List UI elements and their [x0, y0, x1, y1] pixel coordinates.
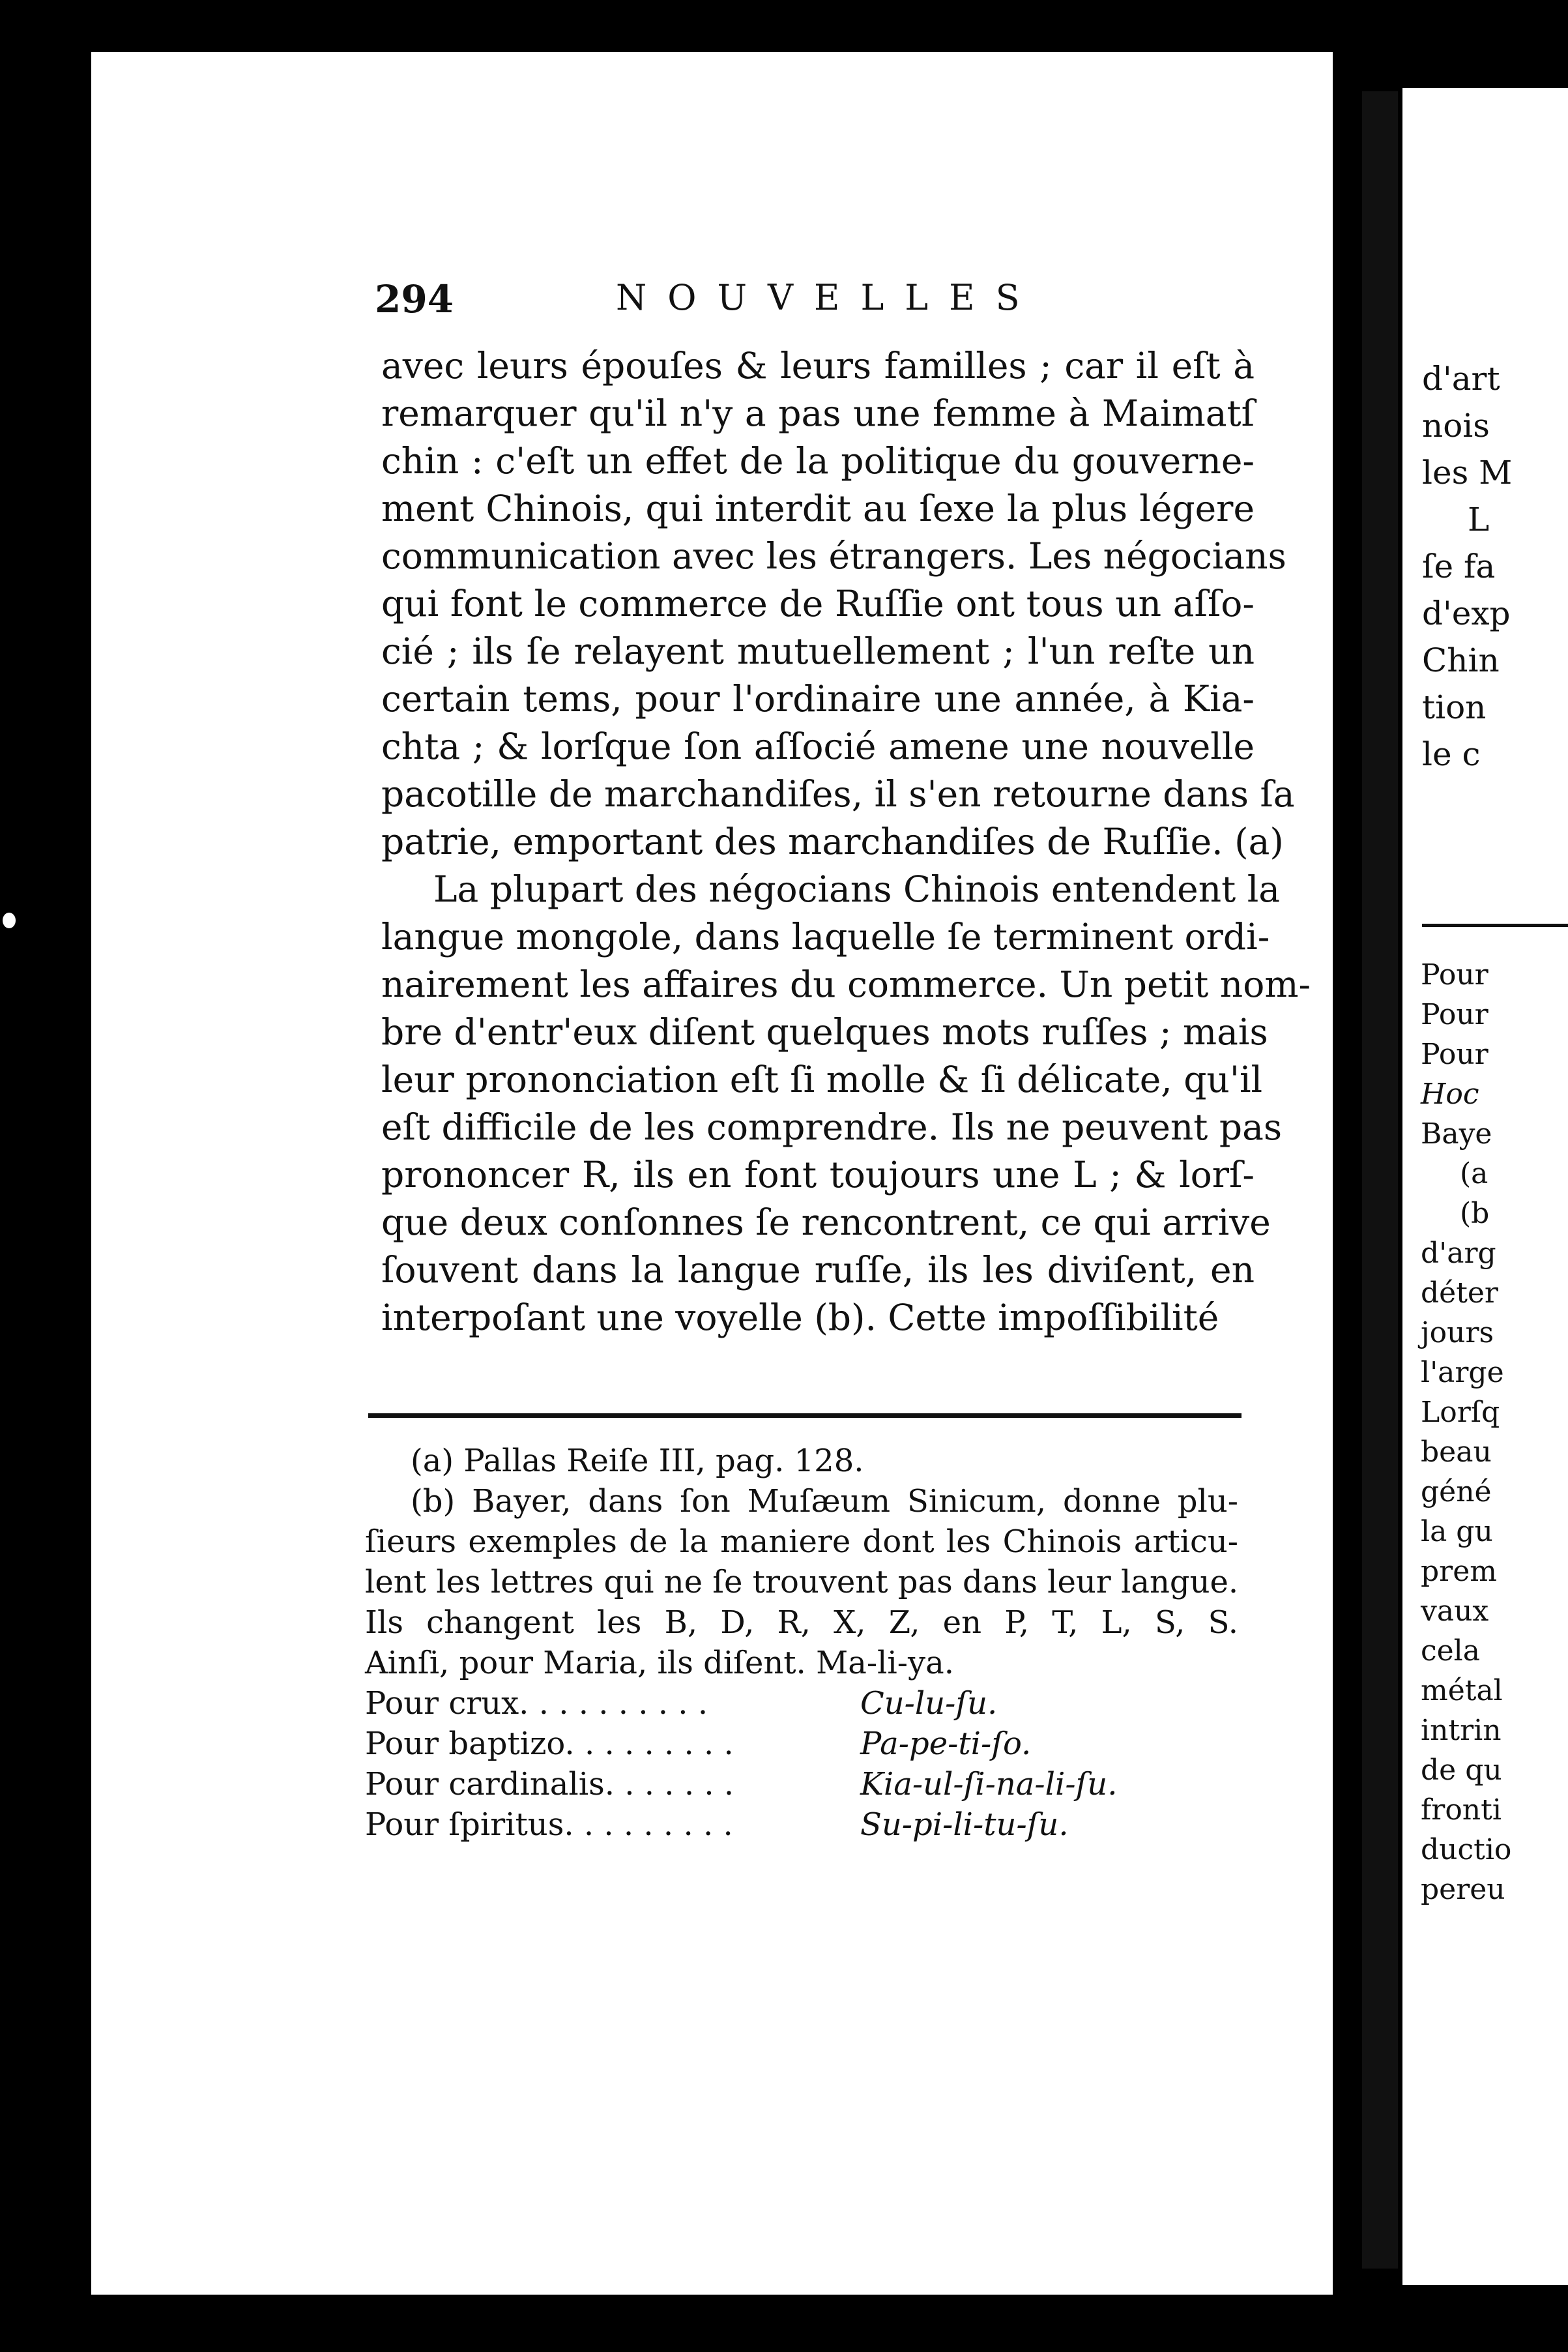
body-line: communication avec les étrangers. Les négocians [381, 535, 1286, 577]
facing-footnote-line: Baye [1421, 1117, 1492, 1151]
facing-footnote-line: (a [1460, 1157, 1488, 1190]
example-row [365, 1683, 1238, 1724]
example-latin: Pour crux. . . . . . . . . . [365, 1685, 708, 1722]
facing-line: d'art [1422, 360, 1500, 398]
body-line: eſt difficile de les comprendre. Ils ne peuvent pas [381, 1106, 1283, 1148]
example-row [365, 1764, 1238, 1804]
example-row [365, 1804, 1238, 1845]
example-chinese: Kia-ul-ſi-na-li-ſu. [860, 1766, 1118, 1802]
facing-line: ſe fa [1422, 548, 1496, 585]
facing-footnote-line: déter [1421, 1276, 1498, 1310]
example-chinese: Pa-pe-ti-ſo. [860, 1726, 1032, 1762]
facing-line: L [1468, 501, 1490, 538]
facing-footnote-line: la gu [1421, 1515, 1493, 1548]
facing-footnote-line: prem [1421, 1555, 1497, 1588]
facing-footnote-line: métal [1421, 1674, 1503, 1707]
facing-footnote-line: ductio [1421, 1833, 1512, 1866]
example-latin: Pour ſpiritus. . . . . . . . . [365, 1806, 733, 1843]
facing-line: nois [1422, 407, 1490, 445]
book-gutter [1362, 91, 1398, 2269]
facing-footnote-line: géné [1421, 1475, 1492, 1508]
footnote-line: (a) Pallas Reiſe III, pag. 128. [411, 1443, 864, 1479]
footnote-line: (b) Bayer, dans ſon Muſæum Sinicum, donne plu- [411, 1483, 1238, 1520]
facing-line: tion [1422, 688, 1487, 726]
body-line: patrie, emportant des marchandiſes de Ruſſie. (a) [381, 821, 1284, 862]
body-line: langue mongole, dans laquelle ſe terminent ordi- [381, 916, 1270, 958]
footnote-rule [368, 1413, 1241, 1418]
body-line: pacotille de marchandiſes, il s'en retourne dans ſa [381, 773, 1295, 815]
example-latin: Pour cardinalis. . . . . . . [365, 1766, 734, 1802]
example-latin: Pour baptizo. . . . . . . . . [365, 1726, 734, 1762]
body-line: chin : c'eſt un effet de la politique du gouverne- [381, 440, 1255, 482]
example-row [365, 1724, 1238, 1764]
body-line: que deux conſonnes ſe rencontrent, ce qui arrive [381, 1201, 1271, 1243]
body-line: qui font le commerce de Ruſſie ont tous un aſſo- [381, 583, 1255, 625]
footnote-line: lent les lettres qui ne ſe trouvent pas dans leur langue. [365, 1564, 1239, 1600]
body-line: La plupart des négocians Chinois entendent la [433, 868, 1281, 910]
running-title: NOUVELLES [616, 277, 1041, 318]
body-line: nairement les affaires du commerce. Un petit nom- [381, 963, 1311, 1005]
facing-footnote-line: d'arg [1421, 1237, 1496, 1270]
body-text [381, 342, 1311, 1342]
facing-line: Chin [1422, 641, 1500, 679]
facing-footnote-line: fronti [1421, 1793, 1502, 1827]
facing-footnote-line: Pour [1421, 998, 1488, 1031]
facing-footnote-line: cela [1421, 1634, 1480, 1668]
scan-speck [3, 913, 16, 928]
facing-line: d'exp [1422, 595, 1511, 632]
facing-footnote-line: Pour [1421, 958, 1488, 992]
facing-footnote-line: Pour [1421, 1038, 1488, 1071]
body-line: certain tems, pour l'ordinaire une année, à Kia- [381, 678, 1255, 720]
facing-footnote-line: (b [1460, 1197, 1490, 1230]
scan-speck [98, 2229, 107, 2236]
facing-line: le c [1422, 735, 1481, 773]
body-line: interpoſant une voyelle (b). Cette impoſſibilité [381, 1297, 1219, 1338]
facing-footnote-line: Lorſq [1421, 1396, 1500, 1429]
facing-footnote-line: intrin [1421, 1714, 1502, 1747]
facing-line: les M [1422, 454, 1513, 492]
body-line: ſouvent dans la langue ruſſe, ils les diviſent, en [381, 1249, 1255, 1291]
footnote-line: ſieurs exemples de la maniere dont les Chinois articu- [365, 1523, 1238, 1560]
page-header [375, 277, 1248, 329]
facing-page [1402, 88, 1568, 2285]
body-line: avec leurs épouſes & leurs familles ; car il eſt à [381, 345, 1255, 387]
facing-page-footnotes [1421, 955, 1511, 1909]
example-chinese: Su-pi-li-tu-ſu. [860, 1806, 1069, 1843]
page-number: 294 [375, 277, 454, 321]
footnote-line: Ils changent les B, D, R, X, Z, en P, T, L, S, S. [365, 1604, 1238, 1641]
facing-footnote-line: beau [1421, 1435, 1492, 1469]
facing-footnote-rule [1422, 924, 1568, 927]
body-line: chta ; & lorſque ſon aſſocié amene une nouvelle [381, 726, 1255, 767]
facing-footnote-line: de qu [1421, 1754, 1502, 1787]
facing-footnote-line: vaux [1421, 1595, 1489, 1628]
body-line: prononcer R, ils en font toujours une L ; & lorſ- [381, 1154, 1255, 1196]
footnotes [365, 1441, 1238, 1845]
body-line: ment Chinois, qui interdit au ſexe la plus légere [381, 488, 1255, 529]
example-chinese: Cu-lu-ſu. [860, 1685, 998, 1722]
facing-footnote-line: pereu [1421, 1873, 1505, 1906]
facing-page-text [1422, 355, 1512, 778]
body-line: cié ; ils ſe relayent mutuellement ; l'un reſte un [381, 630, 1255, 672]
body-line: remarquer qu'il n'y a pas une femme à Maimatſ [381, 392, 1255, 434]
facing-footnote-line: l'arge [1421, 1356, 1504, 1389]
footnote-line: Ainſi, pour Maria, ils diſent. Ma-li-ya. [365, 1645, 954, 1681]
body-line: bre d'entr'eux diſent quelques mots ruſſes ; mais [381, 1011, 1268, 1053]
facing-footnote-line: jours [1421, 1316, 1494, 1349]
body-line: leur prononciation eſt ſi molle & ſi délicate, qu'il [381, 1059, 1263, 1100]
facing-footnote-line: Hoc [1421, 1078, 1479, 1111]
